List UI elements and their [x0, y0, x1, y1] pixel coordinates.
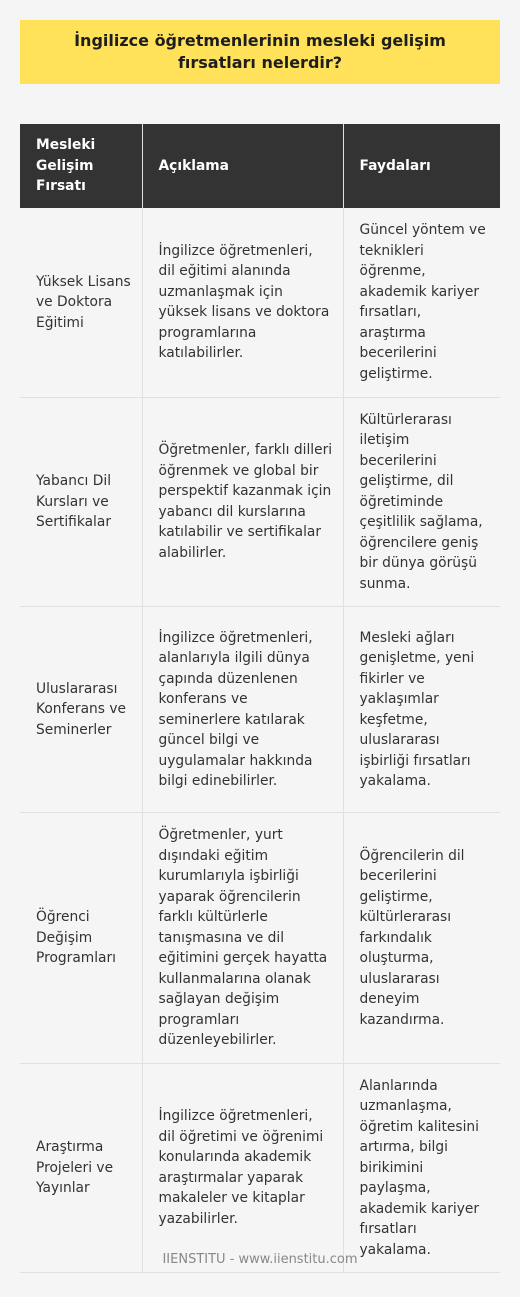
column-header-opportunity: Mesleki Gelişim Fırsatı: [20, 124, 142, 208]
table-row: [20, 208, 500, 397]
opportunity-cell: Öğrenci Değişim Programları: [20, 813, 142, 1064]
opportunity-cell: Araştırma Projeleri ve Yayınlar: [20, 1063, 142, 1273]
description-cell: İngilizce öğretmenleri, alanlarıyla ilgili dünya çapında düzenlenen konferans ve seminerlere katılarak güncel bilgi ve uygulamalar hakkında bilgi edinebilirler.: [142, 607, 343, 813]
benefits-cell: Kültürlerarası iletişim becerilerini geliştirme, dil öğretiminde çeşitlilik sağlama, öğrencilere geniş bir dünya görüşü sunma.: [343, 397, 500, 607]
description-cell: Öğretmenler, yurt dışındaki eğitim kurumlarıyla işbirliği yaparak öğrencilerin farklı kültürlerle tanışmasına ve dil eğitimini gerçek hayatta kullanmalarına olanak sağlayan değişim programları düzenleyebilirler.: [142, 813, 343, 1064]
table-row: [20, 607, 500, 813]
description-cell: Öğretmenler, farklı dilleri öğrenmek ve global bir perspektif kazanmak için yabancı dil kurslarına katılabilir ve sertifikalar alabilirler.: [142, 397, 343, 607]
table-row: [20, 397, 500, 607]
benefits-cell: Alanlarında uzmanlaşma, öğretim kalitesini artırma, bilgi birikimini paylaşma, akademik kariyer fırsatları yakalama.: [343, 1063, 500, 1273]
table-header-row: [20, 124, 500, 208]
description-cell: İngilizce öğretmenleri, dil öğretimi ve öğrenimi konularında akademik araştırmalar yaparak makaleler ve kitaplar yazabilirler.: [142, 1063, 343, 1273]
benefits-cell: Mesleki ağları genişletme, yeni fikirler ve yaklaşımlar keşfetme, uluslararası işbirliği fırsatları yakalama.: [343, 607, 500, 813]
benefits-cell: Öğrencilerin dil becerilerini geliştirme, kültürlerarası farkındalık oluşturma, uluslararası deneyim kazandırma.: [343, 813, 500, 1064]
opportunity-cell: Yüksek Lisans ve Doktora Eğitimi: [20, 208, 142, 397]
footer-credit: IIENSTITU - www.iienstitu.com: [162, 1252, 358, 1267]
opportunity-cell: Uluslararası Konferans ve Seminerler: [20, 607, 142, 813]
benefits-cell: Güncel yöntem ve teknikleri öğrenme, akademik kariyer fırsatları, araştırma becerilerini geliştirme.: [343, 208, 500, 397]
opportunity-cell: Yabancı Dil Kursları ve Sertifikalar: [20, 397, 142, 607]
column-header-description: Açıklama: [142, 124, 343, 208]
page-title: İngilizce öğretmenlerinin mesleki gelişim fırsatları nelerdir?: [20, 20, 500, 84]
table-row: [20, 813, 500, 1064]
column-header-benefits: Faydaları: [343, 124, 500, 208]
description-cell: İngilizce öğretmenleri, dil eğitimi alanında uzmanlaşmak için yüksek lisans ve doktora programlarına katılabilirler.: [142, 208, 343, 397]
opportunities-table: [20, 124, 500, 1273]
table-row: [20, 1063, 500, 1273]
